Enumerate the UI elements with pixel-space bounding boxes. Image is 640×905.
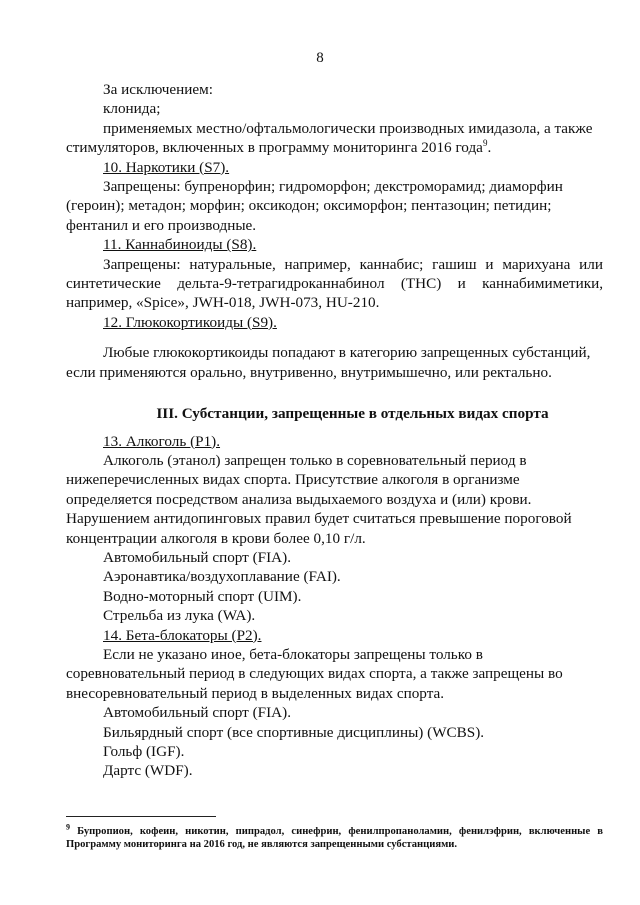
exception-item: применяемых местно/офтальмологически производных имидазола, а также стимуляторов, включенных в программу мониторинга 2016 года$^9$. xyxy=(66,119,593,157)
footnote xyxy=(66,822,603,851)
footnote-separator xyxy=(66,816,216,817)
sport-item: Автомобильный спорт (FIA). xyxy=(103,704,291,722)
sport-item: Водно-моторный спорт (UIM). xyxy=(103,587,302,605)
sport-item: Стрельба из лука (WA). xyxy=(103,607,256,625)
document-body xyxy=(66,80,603,781)
sport-item: Бильярдный спорт (все спортивные дисциплины) (WCBS). xyxy=(103,723,485,741)
sport-item: Аэронавтика/воздухоплавание (FAI). xyxy=(103,568,341,586)
section-p2-heading: 14. Бета-блокаторы (P2). xyxy=(103,626,262,644)
section-p1-text: Алкоголь (этанол) запрещен только в соревновательный период в нижеперечисленных видах спорта. Присутствие алкоголя в организме определяется посредством анализа выдыхаемого воздуха и (или) крови. Нарушением антидопинговых правил будет считаться превышение пороговой концентрации алкоголя в крови более 0,10 г/л. xyxy=(66,451,572,547)
exceptions-heading: За исключением: xyxy=(103,81,213,98)
footnote-text: Бупропион, кофеин, никотин, пипрадол, синефрин, фенилпропаноламин, фенилэфрин, включенные в Программу мониторинга на 2016 год, не являются запрещенными субстанциями. xyxy=(66,826,603,850)
section-s7-text: Запрещены: бупренорфин; гидроморфон; декстроморамид; диаморфин (героин); метадон; морфин; оксикодон; оксиморфон; пентазоцин; петидин; фентанил и его производные. xyxy=(66,178,563,234)
exception-item: клонида; xyxy=(103,100,161,118)
section-s7-heading: 10. Наркотики (S7). xyxy=(103,158,230,176)
sport-item: Дартс (WDF). xyxy=(103,762,193,780)
sport-item: Гольф (IGF). xyxy=(103,743,185,760)
section-s9-heading: 12. Глюкокортикоиды (S9). xyxy=(103,313,277,331)
section-iii-title: III. Субстанции, запрещенные в отдельных видах спорта xyxy=(156,405,549,423)
sport-item: Автомобильный спорт (FIA). xyxy=(103,548,291,566)
section-s8-text: Запрещены: натуральные, например, каннабис; гашиш и марихуана или синтетические дельта-9-тетрагидроканнабинол (THC) и каннабимиметики, xyxy=(66,255,603,293)
section-p2-text: Если не указано иное, бета-блокаторы запрещены только в соревновательный период в следующих видах спорта, а также запрещены во внесоревновательный период в выделенных видах спорта. xyxy=(66,645,563,702)
section-p1-heading: 13. Алкоголь (P1). xyxy=(103,432,221,450)
page-number: 8 xyxy=(316,50,324,66)
section-s8-text-cont: например, «Spice», JWH-018, JWH-073, HU-210. xyxy=(66,294,380,312)
section-s9-text: Любые глюкокортикоиды попадают в категорию запрещенных субстанций, если применяются орально, внутривенно, внутримышечно, или ректально. xyxy=(66,344,591,381)
footnote-marker: 9 xyxy=(66,822,70,832)
footnote-ref: 9 xyxy=(482,138,488,149)
section-s8-heading: 11. Каннабиноиды (S8). xyxy=(103,236,257,254)
